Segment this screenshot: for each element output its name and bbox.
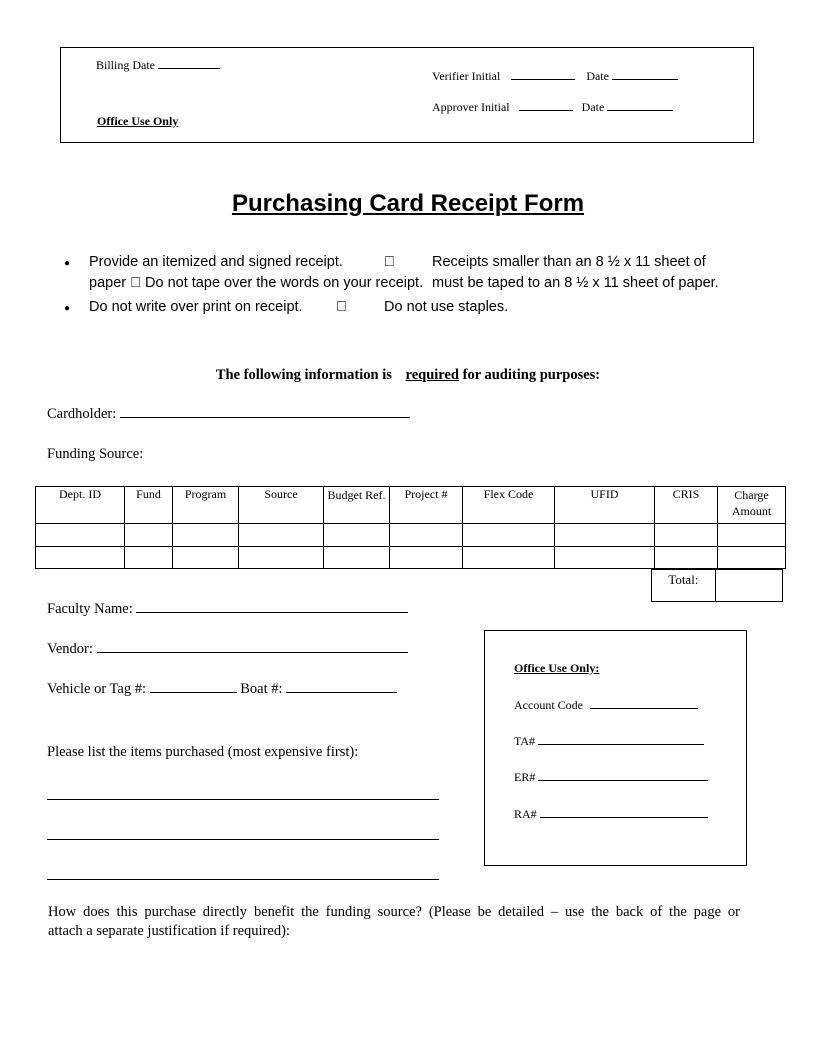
office-use-box-2 bbox=[484, 630, 747, 866]
billing-date-line[interactable] bbox=[158, 67, 220, 69]
vehicle-tag-line[interactable] bbox=[150, 691, 237, 693]
table-header-row bbox=[36, 487, 786, 524]
approver-date-line[interactable] bbox=[607, 109, 673, 111]
table-cell[interactable] bbox=[463, 547, 555, 569]
header-dept-id: Dept. ID bbox=[36, 487, 125, 524]
table-cell[interactable] bbox=[324, 547, 390, 569]
header-source: Source bbox=[239, 487, 324, 524]
table-cell[interactable] bbox=[239, 524, 324, 547]
instruction-item-5: Do not use staples. bbox=[384, 299, 509, 315]
approver-initial-line[interactable] bbox=[519, 109, 573, 111]
items-line-2[interactable] bbox=[47, 839, 439, 840]
table-row bbox=[36, 547, 786, 569]
bullet-dot: ● bbox=[64, 303, 71, 314]
table-cell[interactable] bbox=[173, 524, 239, 547]
funding-table bbox=[35, 486, 786, 569]
total-row bbox=[651, 569, 783, 602]
header-charge-amount: Charge Amount bbox=[718, 487, 786, 524]
items-line-1[interactable] bbox=[47, 799, 439, 800]
ra-line[interactable] bbox=[540, 816, 708, 818]
instruction-item-2: Receipts smaller than an 8 ½ x 11 sheet of bbox=[432, 254, 706, 270]
table-cell[interactable] bbox=[463, 524, 555, 547]
table-cell[interactable] bbox=[390, 524, 463, 547]
ra-field[interactable]: RA# bbox=[514, 807, 708, 822]
items-prompt: Please list the items purchased (most expensive first): bbox=[47, 744, 359, 760]
table-cell[interactable] bbox=[173, 547, 239, 569]
header-flex-code: Flex Code bbox=[463, 487, 555, 524]
table-cell[interactable] bbox=[125, 547, 173, 569]
instruction-glyph bbox=[130, 275, 141, 291]
verifier-date-line[interactable] bbox=[612, 78, 678, 80]
table-cell[interactable] bbox=[390, 547, 463, 569]
instruction-item-4: Do not write over print on receipt. bbox=[89, 299, 303, 315]
account-code-field[interactable]: Account Code bbox=[514, 698, 698, 713]
boat-line[interactable] bbox=[286, 691, 397, 693]
faculty-name-field[interactable]: Faculty Name: bbox=[47, 601, 408, 618]
er-line[interactable] bbox=[538, 779, 708, 781]
instruction-glyph bbox=[336, 299, 347, 315]
table-cell[interactable] bbox=[655, 524, 718, 547]
table-cell[interactable] bbox=[718, 547, 786, 569]
faculty-name-line[interactable] bbox=[136, 611, 408, 613]
benefit-prompt-line-1: How does this purchase directly benefit the funding source? (Please be detailed – use the back of the page or bbox=[48, 904, 740, 920]
vendor-field[interactable]: Vendor: bbox=[47, 641, 408, 658]
header-ufid: UFID bbox=[555, 487, 655, 524]
table-row bbox=[36, 524, 786, 547]
instruction-glyph bbox=[384, 254, 395, 270]
table-cell[interactable] bbox=[324, 524, 390, 547]
funding-source-label: Funding Source: bbox=[47, 446, 144, 462]
page-title: Purchasing Card Receipt Form bbox=[231, 190, 585, 217]
table-cell[interactable] bbox=[36, 547, 125, 569]
date-label: Date bbox=[586, 69, 609, 83]
header-budget-ref: Budget Ref. bbox=[324, 487, 390, 524]
header-cris: CRIS bbox=[655, 487, 718, 524]
approver-initial-field[interactable]: Approver Initial Date bbox=[432, 100, 673, 115]
header-project: Project # bbox=[390, 487, 463, 524]
vehicle-tag-field[interactable]: Vehicle or Tag #: Boat #: bbox=[47, 681, 397, 698]
billing-date-field[interactable]: Billing Date bbox=[96, 58, 220, 73]
header-program: Program bbox=[173, 487, 239, 524]
table-cell[interactable] bbox=[125, 524, 173, 547]
table-cell[interactable] bbox=[555, 547, 655, 569]
verifier-initial-line[interactable] bbox=[511, 78, 575, 80]
instruction-item-1: Provide an itemized and signed receipt. bbox=[89, 254, 343, 270]
office-use-box bbox=[60, 47, 754, 143]
bullet-dot: ● bbox=[64, 258, 71, 269]
instruction-item-2-cont: paper Do not tape over the words on your receipt. bbox=[89, 275, 423, 291]
account-code-line[interactable] bbox=[590, 707, 698, 709]
instruction-item-3: Do not tape over the words on your receipt. bbox=[130, 275, 409, 291]
boat-label: Boat #: bbox=[240, 681, 283, 697]
ta-line[interactable] bbox=[538, 743, 704, 745]
required-emphasis: required bbox=[405, 367, 459, 383]
items-line-3[interactable] bbox=[47, 879, 439, 880]
er-field[interactable]: ER# bbox=[514, 770, 708, 785]
total-label: Total: bbox=[652, 570, 716, 602]
office-use-heading: Office Use Only: bbox=[514, 661, 600, 675]
verifier-initial-field[interactable]: Verifier Initial Date bbox=[432, 69, 678, 84]
instruction-item-2-end: must be taped to an 8 ½ x 11 sheet of paper. bbox=[432, 275, 719, 291]
benefit-prompt-line-2: attach a separate justification if required): bbox=[48, 923, 290, 939]
office-use-only-label: Office Use Only bbox=[97, 114, 179, 128]
header-fund: Fund bbox=[125, 487, 173, 524]
required-note: The following information is required for auditing purposes: bbox=[215, 367, 601, 383]
table-cell[interactable] bbox=[36, 524, 125, 547]
table-cell[interactable] bbox=[655, 547, 718, 569]
cardholder-line[interactable] bbox=[120, 416, 410, 418]
date-label: Date bbox=[581, 100, 605, 114]
vendor-line[interactable] bbox=[97, 651, 408, 653]
total-amount-cell[interactable] bbox=[715, 570, 782, 602]
ta-field[interactable]: TA# bbox=[514, 734, 704, 749]
table-cell[interactable] bbox=[239, 547, 324, 569]
table-cell[interactable] bbox=[555, 524, 655, 547]
table-cell[interactable] bbox=[718, 524, 786, 547]
cardholder-field[interactable]: Cardholder: bbox=[47, 406, 410, 423]
